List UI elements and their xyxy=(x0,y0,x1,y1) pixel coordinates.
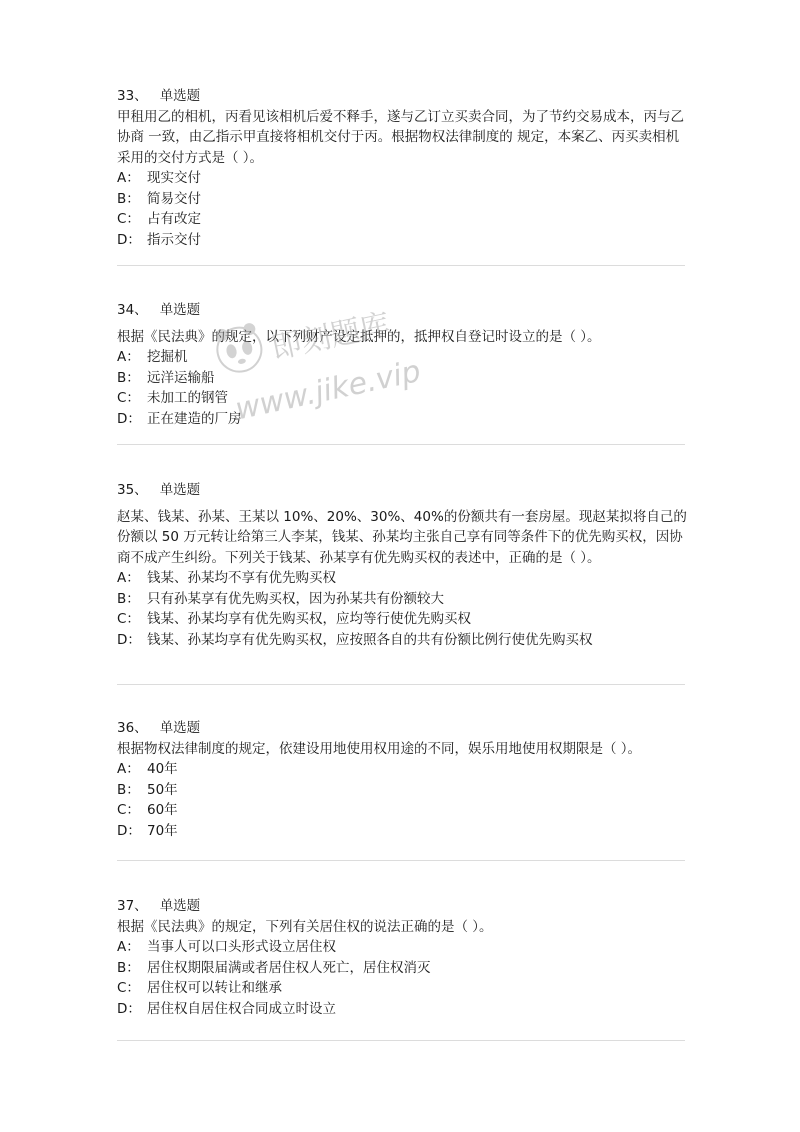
option-b: B： 远洋运输船 xyxy=(117,369,215,386)
option-d: D： 钱某、孙某均享有优先购买权，应按照各自的共有份额比例行使优先购买权 xyxy=(117,631,593,648)
divider xyxy=(117,444,685,445)
option-b: B： 简易交付 xyxy=(117,190,201,207)
question-stem: 赵某、钱某、孙某、王某以 10%、20%、30%、40%的份额共有一套房屋。现赵某拟将自己的份额以 50 万元转让给第三人李某，钱某、孙某均主张自己享有同等条件下的优先购买权，因协商不成产生纠纷。下列关于钱某、孙某享有优先购买权的表述中，正确的是（ ）。 xyxy=(117,508,687,566)
question-34 xyxy=(117,300,687,429)
option-d: D： 居住权自居住权合同成立时设立 xyxy=(117,1000,336,1017)
question-type: 单选题 xyxy=(159,88,201,104)
question-number: 35、 xyxy=(117,482,148,498)
question-number: 33、 xyxy=(117,88,148,104)
question-number: 37、 xyxy=(117,898,148,914)
option-c: C： 未加工的钢管 xyxy=(117,390,228,406)
option-c: C： 占有改定 xyxy=(117,211,201,227)
option-c: C： 60年 xyxy=(117,802,178,818)
question-stem: 根据物权法律制度的规定，依建设用地使用权用途的不同，娱乐用地使用权期限是（ ）。 xyxy=(117,740,642,757)
question-number: 34、 xyxy=(117,302,148,318)
question-type: 单选题 xyxy=(159,720,201,736)
question-stem: 根据《民法典》的规定，以下列财产设定抵押的，抵押权自登记时设立的是（ ）。 xyxy=(117,328,601,345)
divider xyxy=(117,860,685,861)
option-b: B： 只有孙某享有优先购买权，因为孙某共有份额较大 xyxy=(117,590,444,607)
question-type: 单选题 xyxy=(159,302,201,318)
question-type: 单选题 xyxy=(159,898,201,914)
question-33 xyxy=(117,86,687,250)
option-a: A： 40年 xyxy=(117,761,178,777)
question-header xyxy=(117,718,687,739)
question-number: 36、 xyxy=(117,720,148,736)
question-header xyxy=(117,86,687,107)
question-37 xyxy=(117,896,687,1019)
option-d: D： 正在建造的厂房 xyxy=(117,410,242,427)
question-35 xyxy=(117,480,687,650)
question-type: 单选题 xyxy=(159,482,201,498)
divider xyxy=(117,265,685,266)
question-stem: 根据《民法典》的规定，下列有关居住权的说法正确的是（ ）。 xyxy=(117,918,493,935)
divider xyxy=(117,1040,685,1041)
question-header xyxy=(117,300,687,321)
option-c: C： 居住权可以转让和继承 xyxy=(117,980,282,996)
watermark-url: www.jike.vip xyxy=(232,353,424,428)
divider xyxy=(117,684,685,685)
option-a: A： 钱某、孙某均不享有优先购买权 xyxy=(117,570,336,586)
option-b: B： 50年 xyxy=(117,781,178,798)
watermark-brand: 即刻题库 xyxy=(268,307,394,367)
option-b: B： 居住权期限届满或者居住权人死亡，居住权消灭 xyxy=(117,959,431,976)
question-header xyxy=(117,896,687,917)
question-stem: 甲租用乙的相机，丙看见该相机后爱不释手，遂与乙订立买卖合同，为了节约交易成本，丙与乙协商 一致，由乙指示甲直接将相机交付于丙。根据物权法律制度的 规定，本案乙、丙买卖相机采用的交付方式是（ ）。 xyxy=(117,108,684,166)
option-a: A： 当事人可以口头形式设立居住权 xyxy=(117,939,336,955)
question-36 xyxy=(117,718,687,841)
option-c: C： 钱某、孙某均享有优先购买权，应均等行使优先购买权 xyxy=(117,611,471,627)
option-d: D： 70年 xyxy=(117,822,178,839)
option-a: A： 挖掘机 xyxy=(117,349,188,365)
option-d: D： 指示交付 xyxy=(117,231,201,248)
question-header xyxy=(117,480,687,501)
option-a: A： 现实交付 xyxy=(117,170,201,186)
